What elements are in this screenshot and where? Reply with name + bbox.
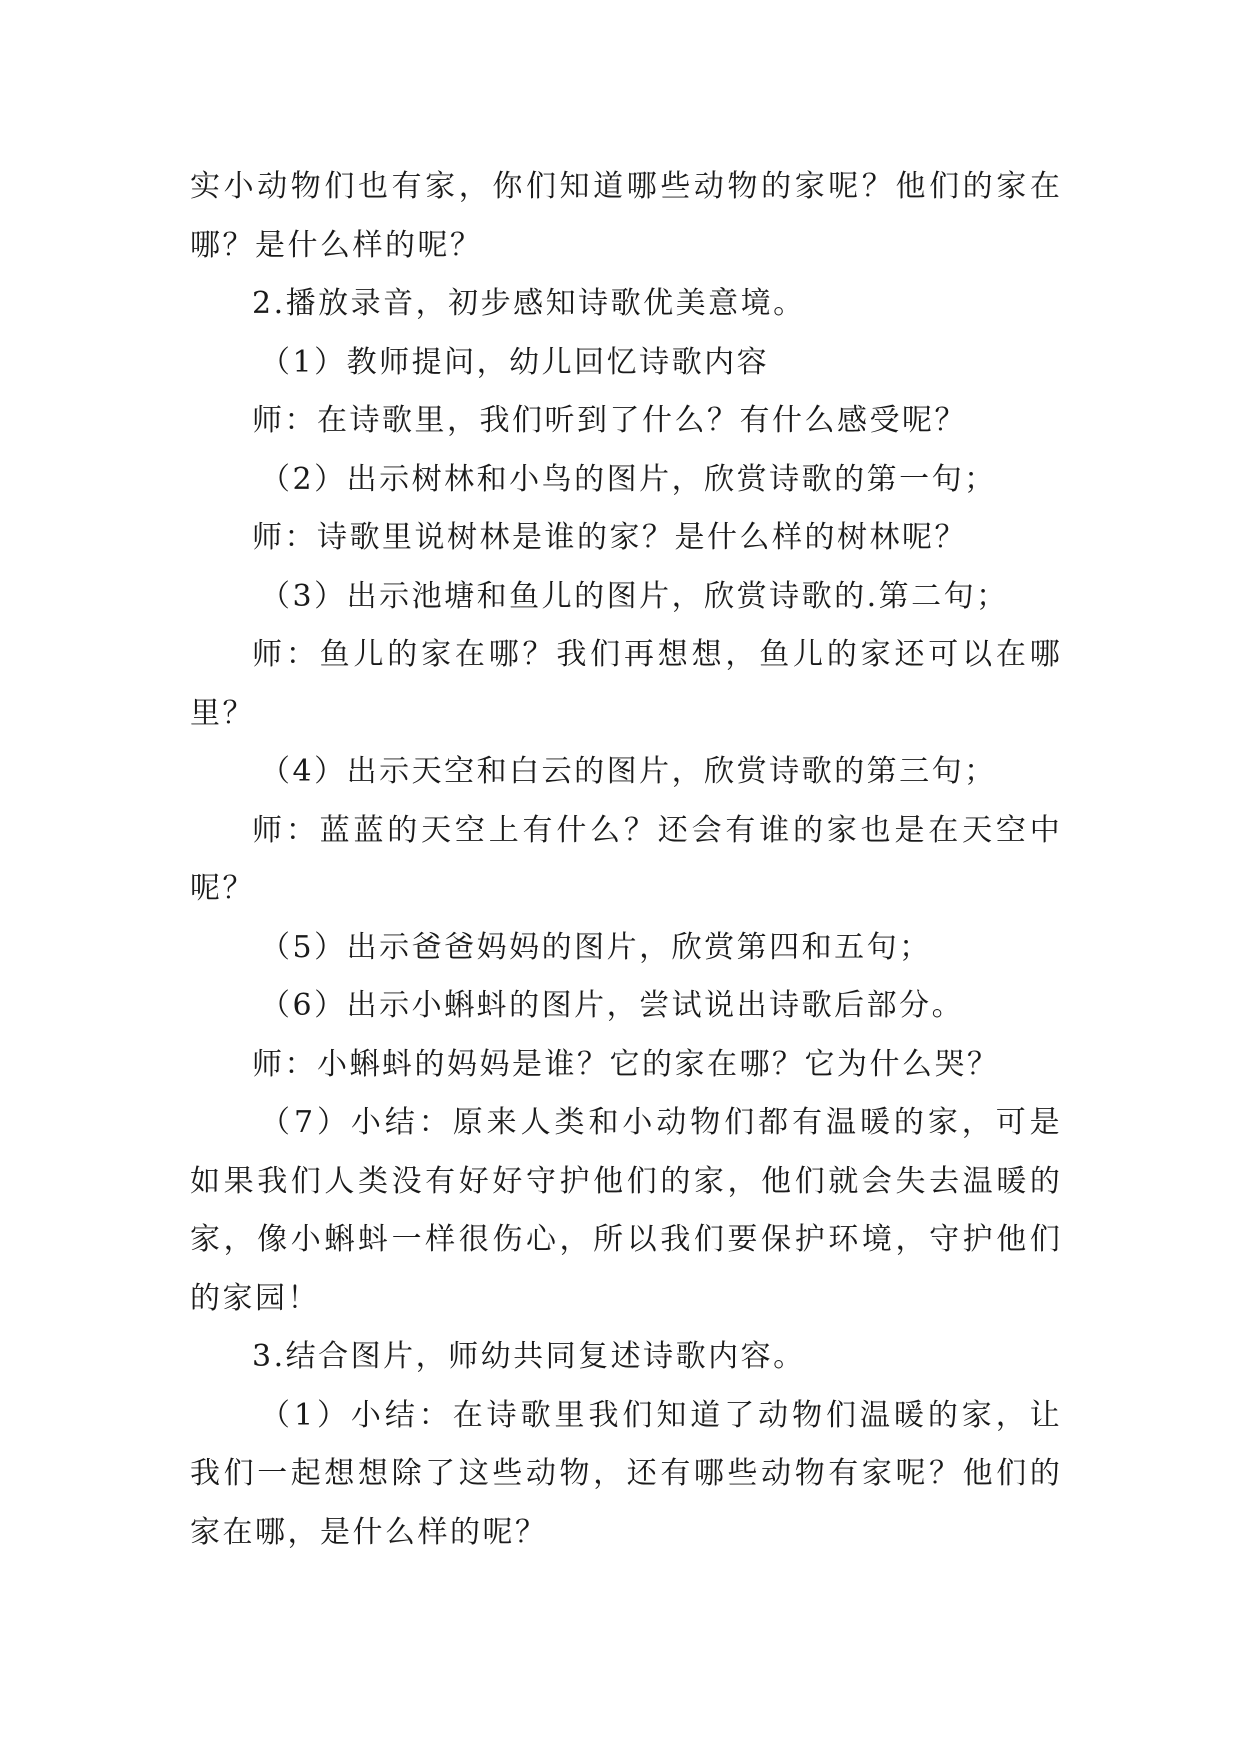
list-item: （ 1 ） 小 结 ： 在 诗 歌 里 我 们 知 道 了 动 物 们 温 暖 的 家 ， 让 [260, 1397, 1060, 1433]
teacher-line: 师 ： 鱼 儿 的 家 在 哪 ？ 我 们 再 想 想 ， 鱼 儿 的 家 还 可 以 在 哪 [252, 637, 1060, 672]
list-item: （1）教师提问，幼儿回忆诗歌内容 [260, 344, 770, 380]
text-line: 里？ [190, 695, 255, 731]
text-line: 实 小 动 物 们 也 有 家 ， 你 们 知 道 哪 些 动 物 的 家 呢 ？ 他 们 的 家 在 [190, 169, 1060, 204]
list-item: （5）出示爸爸妈妈的图片，欣赏第四和五句； [260, 929, 932, 965]
teacher-line: 师：在诗歌里，我们听到了什么？有什么感受呢？ [252, 403, 967, 438]
teacher-line: 师：诗歌里说树林是谁的家？是什么样的树林呢？ [252, 520, 967, 555]
text-line: 我 们 一 起 想 想 除 了 这 些 动 物 ， 还 有 哪 些 动 物 有 家 呢 ？ 他 们 的 [190, 1456, 1060, 1491]
text-line: 如 果 我 们 人 类 没 有 好 好 守 护 他 们 的 家 ， 他 们 就 会 失 去 温 暖 的 [190, 1163, 1060, 1199]
teacher-line: 师：小蝌蚪的妈妈是谁？它的家在哪？它为什么哭？ [252, 1046, 1000, 1082]
list-item: （6）出示小蝌蚪的图片，尝试说出诗歌后部分。 [260, 988, 965, 1023]
text-line: 家在哪，是什么样的呢？ [190, 1514, 548, 1550]
document-body [190, 158, 1060, 1562]
list-item: （3）出示池塘和鱼儿的图片，欣赏诗歌的.第二句； [260, 578, 1009, 614]
section-heading: 2.播放录音，初步感知诗歌优美意境。 [252, 286, 806, 321]
list-item: （ 7 ） 小 结 ： 原 来 人 类 和 小 动 物 们 都 有 温 暖 的 家 ， 可 是 [260, 1105, 1060, 1140]
list-item: （2）出示树林和小鸟的图片，欣赏诗歌的第一句； [260, 461, 997, 497]
section-heading: 3.结合图片，师幼共同复述诗歌内容。 [252, 1339, 806, 1374]
text-line: 呢？ [190, 871, 255, 906]
text-line: 哪？是什么样的呢？ [190, 227, 483, 263]
text-line: 家 ， 像 小 蝌 蚪 一 样 很 伤 心 ， 所 以 我 们 要 保 护 环 境 ， 守 护 他 们 [190, 1222, 1060, 1257]
text-line: 的家园！ [190, 1280, 320, 1316]
teacher-line: 师 ： 蓝 蓝 的 天 空 上 有 什 么 ？ 还 会 有 谁 的 家 也 是 在 天 空 中 [252, 812, 1060, 848]
list-item: （4）出示天空和白云的图片，欣赏诗歌的第三句； [260, 754, 997, 789]
